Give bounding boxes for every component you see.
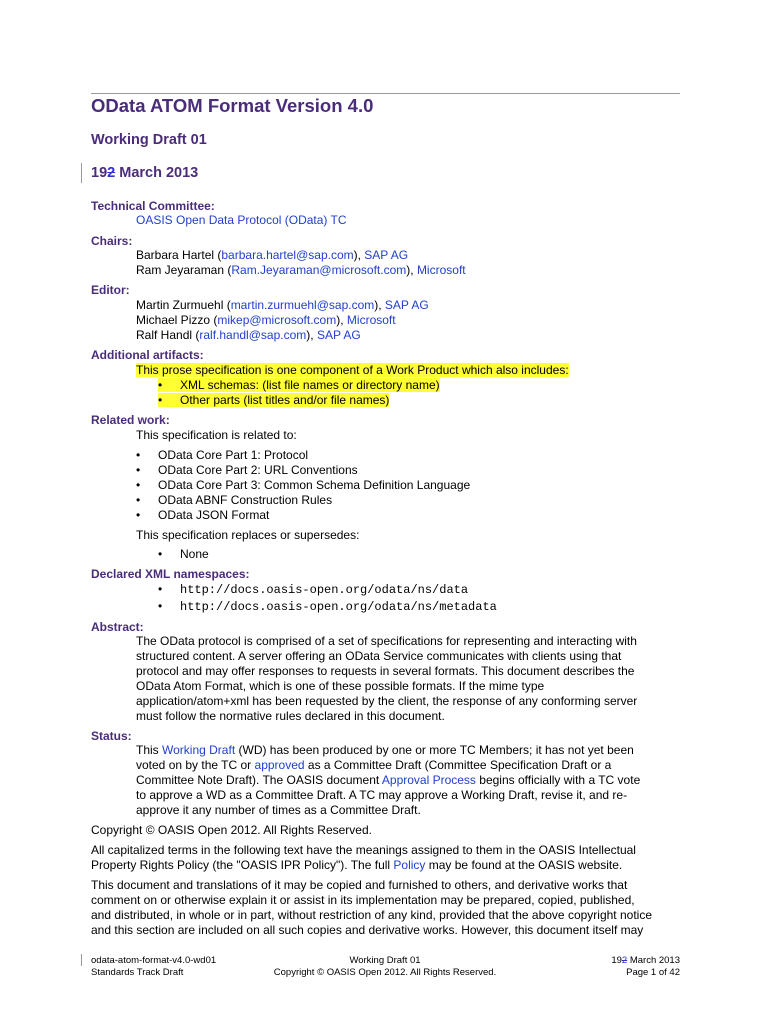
license-line: comment on or otherwise explain it or assist in its implementation may be prepared, copied, published, (91, 893, 635, 907)
tech-committee-link[interactable]: OASIS Open Data Protocol (OData) TC (136, 213, 347, 227)
list-item: • http://docs.oasis-open.org/odata/ns/metadata (158, 599, 497, 614)
chair-email-link[interactable]: Ram.Jeyaraman@microsoft.com (231, 263, 407, 277)
tech-committee-line (136, 213, 347, 228)
abstract-line: application/atom+xml has been requested by the client, the response of any conforming server (136, 694, 638, 708)
chairs-label: Chairs: (91, 234, 133, 248)
license-line: and distributed, in whole or in part, without restriction of any kind, provided that the above copyright notice (91, 908, 652, 922)
editor-line: Michael Pizzo (mikep@microsoft.com), Microsoft (136, 313, 396, 327)
chair-line: Barbara Hartel (barbara.hartel@sap.com), SAP AG (136, 248, 409, 262)
bullet-icon: • (158, 378, 163, 392)
chair-email-link[interactable]: barbara.hartel@sap.com (221, 248, 354, 262)
document-subtitle: Working Draft 01 (91, 132, 207, 148)
footer-draft: Working Draft 01 (349, 955, 421, 966)
list-item: • OData Core Part 1: Protocol (136, 448, 309, 462)
ipr-line: Property Rights Policy (the "OASIS IPR Policy"). The full Policy may be found at the OASIS website. (91, 858, 623, 872)
list-item: • OData Core Part 2: URL Conventions (136, 463, 358, 477)
bullet-icon: • (136, 448, 141, 462)
footer-track: Standards Track Draft (91, 967, 184, 978)
document-title: OData ATOM Format Version 4.0 (91, 95, 374, 116)
working-draft-link[interactable]: Working Draft (162, 743, 236, 757)
top-rule (91, 93, 680, 94)
bullet-icon: • (158, 547, 163, 561)
related-intro: This specification is related to: (136, 428, 297, 442)
footer-center (235, 955, 535, 979)
chair-line: Ram Jeyaraman (Ram.Jeyaraman@microsoft.com), Microsoft (136, 263, 466, 277)
footer-copyright: Copyright © OASIS Open 2012. All Rights Reserved. (273, 967, 497, 978)
abstract-line: OData Atom Format, which is one of these possible formats. If the mime type (136, 679, 545, 693)
status-line: to approve a WD as a Committee Draft. A TC may approve a Working Draft, revise it, and re- (136, 788, 628, 802)
footer-date: 192 March 2013 (611, 955, 680, 966)
bullet-icon: • (158, 582, 163, 596)
approval-process-link[interactable]: Approval Process (381, 773, 476, 787)
abstract-line: protocol and may offer responses to requests in several formats. This document describes the (136, 664, 635, 678)
replaces-intro: This specification replaces or supersedes: (136, 528, 360, 542)
footer-left (91, 955, 216, 979)
document-date (91, 165, 198, 181)
chair-org-link[interactable]: SAP AG (364, 248, 409, 262)
list-item: • OData ABNF Construction Rules (136, 493, 333, 507)
editor-label: Editor: (91, 283, 130, 297)
namespaces-label: Declared XML namespaces: (91, 567, 250, 581)
status-line: This Working Draft (WD) has been produced by one or more TC Members; it has not yet been (136, 743, 634, 757)
tech-committee-label: Technical Committee: (91, 199, 215, 213)
date-rest: March 2013 (115, 165, 199, 181)
date-deleted: 2 (107, 165, 116, 181)
ipr-line: All capitalized terms in the following text have the meanings assigned to them in the OASIS Intellectual (91, 843, 636, 857)
editor-org-link[interactable]: SAP AG (316, 328, 361, 342)
license-line: This document and translations of it may be copied and furnished to others, and derivative works that (91, 878, 628, 892)
license-line: and this section are included on all such copies and derivative works. However, this document itself may (91, 923, 644, 937)
status-line: voted on by the TC or approved as a Committee Draft (Committee Specification Draft or a (136, 758, 612, 772)
abstract-line: The OData protocol is comprised of a set of specifications for representing and interacting with (136, 634, 637, 648)
abstract-label: Abstract: (91, 620, 144, 634)
approved-link[interactable]: approved (254, 758, 305, 772)
status-label: Status: (91, 729, 132, 743)
list-item: • XML schemas: (list file names or directory name) (158, 378, 440, 392)
artifacts-label: Additional artifacts: (91, 348, 204, 362)
editor-line: Ralf Handl (ralf.handl@sap.com), SAP AG (136, 328, 361, 342)
bullet-icon: • (158, 393, 163, 407)
list-item: • OData Core Part 3: Common Schema Definition Language (136, 478, 471, 492)
bullet-icon: • (136, 463, 141, 477)
editor-line: Martin Zurmuehl (martin.zurmuehl@sap.com), SAP AG (136, 298, 429, 312)
change-bar (81, 163, 82, 183)
editor-email-link[interactable]: ralf.handl@sap.com (199, 328, 307, 342)
list-item: • OData JSON Format (136, 508, 270, 522)
footer-page-number: Page 1 of 42 (626, 967, 680, 978)
editor-org-link[interactable]: SAP AG (384, 298, 429, 312)
list-item: • Other parts (list titles and/or file names) (158, 393, 390, 407)
policy-link[interactable]: Policy (393, 858, 426, 872)
status-line: approve it any number of times as a Committee Draft. (136, 803, 421, 817)
chair-org-link[interactable]: Microsoft (416, 263, 466, 277)
list-item: • None (158, 547, 209, 561)
date-inserted: 19 (91, 165, 108, 181)
footer-filename: odata-atom-format-v4.0-wd01 (91, 955, 217, 966)
list-item: • http://docs.oasis-open.org/odata/ns/data (158, 582, 469, 597)
bullet-icon: • (136, 478, 141, 492)
artifacts-intro: This prose specification is one component of a Work Product which also includes: (136, 363, 569, 377)
copyright-notice: Copyright © OASIS Open 2012. All Rights Reserved. (91, 823, 372, 837)
footer-change-bar (81, 954, 82, 966)
status-line: Committee Note Draft). The OASIS document Approval Process begins officially with a TC vote (136, 773, 641, 787)
footer-right (530, 955, 680, 979)
bullet-icon: • (136, 508, 141, 522)
bullet-icon: • (136, 493, 141, 507)
abstract-line: must follow the normative rules declared in this document. (136, 709, 445, 723)
editor-email-link[interactable]: mikep@microsoft.com (217, 313, 337, 327)
editor-org-link[interactable]: Microsoft (346, 313, 396, 327)
bullet-icon: • (158, 599, 163, 613)
editor-email-link[interactable]: martin.zurmuehl@sap.com (230, 298, 375, 312)
related-work-label: Related work: (91, 413, 170, 427)
abstract-line: structured content. A server offering an OData Service communicates with clients using that (136, 649, 622, 663)
